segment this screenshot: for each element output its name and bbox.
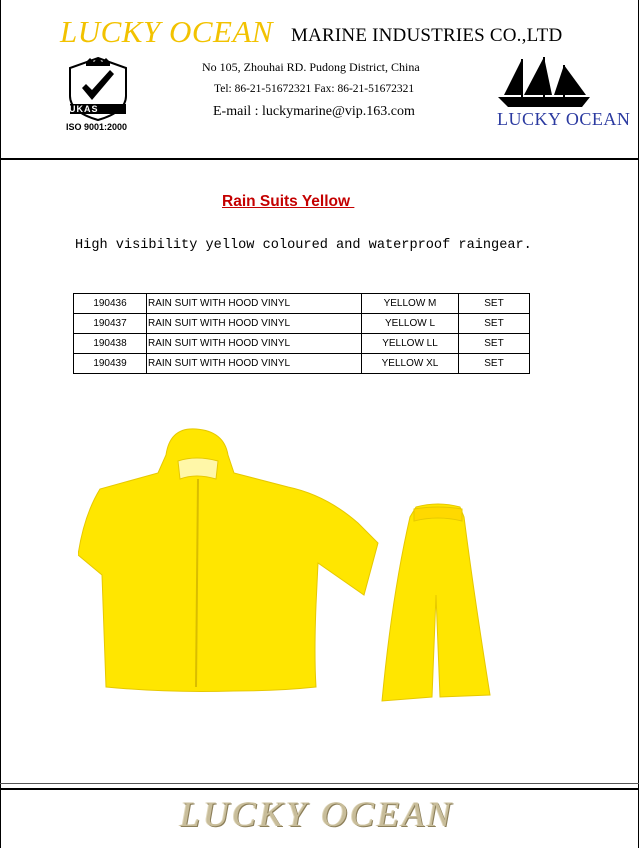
item-unit-cell: SET bbox=[459, 334, 530, 354]
page-left-border bbox=[0, 0, 1, 848]
ukas-crown-check-icon bbox=[64, 56, 132, 132]
item-name-cell: RAIN SUIT WITH HOOD VINYL bbox=[147, 354, 362, 374]
item-size-cell: YELLOW XL bbox=[362, 354, 459, 374]
item-unit-cell: SET bbox=[459, 314, 530, 334]
item-code-cell: 190437 bbox=[74, 314, 147, 334]
rain-suit-illustration bbox=[78, 425, 518, 750]
item-name-cell: RAIN SUIT WITH HOOD VINYL bbox=[147, 334, 362, 354]
company-name: MARINE INDUSTRIES CO.,LTD bbox=[291, 25, 563, 46]
table-row bbox=[74, 354, 530, 374]
iso-label: ISO 9001:2000 bbox=[66, 122, 128, 132]
phone-fax-line: Tel: 86-21-51672321 Fax: 86-21-51672321 bbox=[214, 83, 415, 95]
footer-logo: LUCKY OCEAN bbox=[180, 794, 455, 834]
sailing-ship-icon bbox=[494, 55, 594, 111]
item-name-cell: RAIN SUIT WITH HOOD VINYL bbox=[147, 314, 362, 334]
ukas-label: UKAS bbox=[69, 104, 99, 114]
item-unit-cell: SET bbox=[459, 294, 530, 314]
header-divider bbox=[0, 158, 639, 160]
table-row bbox=[74, 334, 530, 354]
item-name-cell: RAIN SUIT WITH HOOD VINYL bbox=[147, 294, 362, 314]
footer-divider-top bbox=[0, 783, 639, 784]
brand-name: LUCKY OCEAN bbox=[60, 14, 274, 49]
ukas-certification-badge bbox=[64, 56, 132, 132]
email-line: E-mail : luckymarine@vip.163.com bbox=[213, 104, 415, 119]
rain-jacket bbox=[78, 429, 378, 692]
rain-suit-image bbox=[78, 425, 518, 750]
item-code-cell: 190439 bbox=[74, 354, 147, 374]
product-title: Rain Suits Yellow bbox=[222, 193, 355, 210]
footer-divider bbox=[0, 788, 639, 790]
ship-logo-text: LUCKY OCEAN bbox=[497, 109, 631, 129]
product-table bbox=[73, 293, 530, 374]
item-code-cell: 190438 bbox=[74, 334, 147, 354]
table-row bbox=[74, 294, 530, 314]
item-size-cell: YELLOW M bbox=[362, 294, 459, 314]
address-line: No 105, Zhouhai RD. Pudong District, China bbox=[202, 60, 420, 74]
item-size-cell: YELLOW L bbox=[362, 314, 459, 334]
item-unit-cell: SET bbox=[459, 354, 530, 374]
rain-pants bbox=[382, 504, 490, 701]
product-description: High visibility yellow coloured and waterproof raingear. bbox=[75, 238, 532, 253]
table-row bbox=[74, 314, 530, 334]
item-code-cell: 190436 bbox=[74, 294, 147, 314]
item-size-cell: YELLOW LL bbox=[362, 334, 459, 354]
